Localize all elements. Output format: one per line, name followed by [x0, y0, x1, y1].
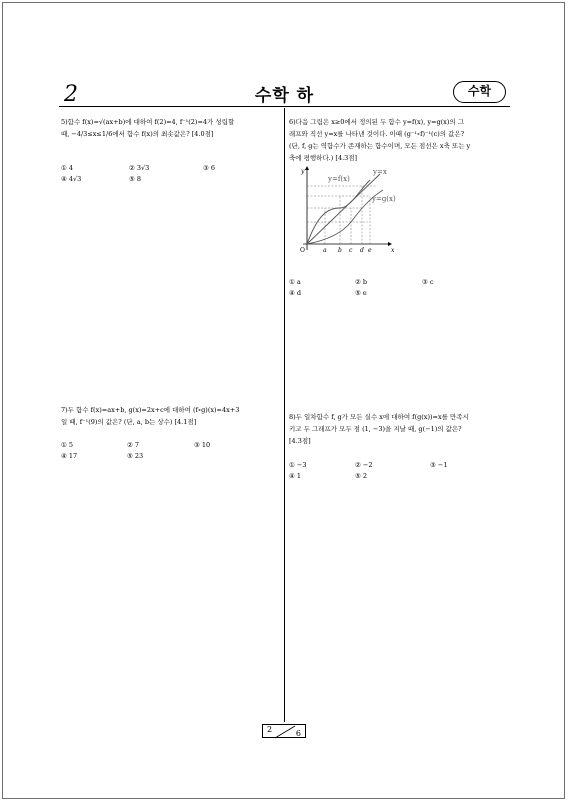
column-divider	[284, 108, 285, 722]
question-6-line-4: 축에 평행하다.) [4.3점]	[289, 154, 358, 162]
question-6-line-1: 6)다음 그림은 x≥0에서 정의된 두 함수 y=f(x), y=g(x)의 그	[289, 118, 464, 126]
choice-5[interactable]: ⑤ 8	[129, 175, 142, 183]
question-5-choices	[61, 163, 281, 187]
x-axis-arrow	[388, 242, 392, 246]
question-5-line-2: 때, −4/3≤x≤1/6에서 함수 f(x)의 최솟값은? [4.0점]	[61, 130, 214, 138]
question-7-line-2: 일 때, f⁻¹(9)의 값은? (단, a, b는 상수) [4.1점]	[61, 418, 197, 426]
question-7	[61, 404, 281, 428]
choice-4[interactable]: ④ 4√3	[61, 175, 82, 183]
choice-4[interactable]: ④ 17	[61, 452, 78, 460]
question-8-choices	[289, 460, 509, 484]
choice-2[interactable]: ② 7	[127, 441, 140, 449]
current-page: 2	[267, 725, 273, 734]
tick-d: d	[360, 247, 364, 254]
question-6	[289, 116, 511, 164]
choice-1[interactable]: ① −3	[289, 461, 307, 469]
choice-2[interactable]: ② −2	[355, 461, 373, 469]
choice-3[interactable]: ③ c	[422, 278, 434, 286]
guide-lines	[307, 186, 376, 244]
choice-5[interactable]: ⑤ 2	[355, 472, 368, 480]
question-6-line-3: (단, f, g는 역함수가 존재하는 함수이며, 모든 점선은 x축 또는 y	[289, 142, 471, 150]
page-indicator	[262, 724, 306, 738]
header-rule	[59, 106, 510, 107]
choice-1[interactable]: ① 5	[61, 441, 74, 449]
label-f: y=f(x)	[328, 175, 350, 183]
label-g: y=g(x)	[372, 195, 396, 203]
question-8-line-1: 8)두 일차함수 f, g가 모든 실수 x에 대하여 f(g(x))=x를 만족시	[289, 413, 469, 421]
choice-3[interactable]: ③ 6	[203, 164, 216, 172]
axis-y-label: y	[301, 168, 305, 175]
question-6-choices	[289, 277, 509, 301]
choice-4[interactable]: ④ 1	[289, 472, 302, 480]
tick-c: c	[349, 247, 353, 254]
tick-b: b	[338, 247, 342, 254]
subject-badge: 수학	[453, 81, 506, 103]
origin-label: O	[300, 247, 305, 254]
choice-4[interactable]: ④ d	[289, 289, 302, 297]
question-8	[289, 411, 511, 447]
function-graph	[288, 162, 398, 257]
question-7-line-1: 7)두 함수 f(x)=ax+b, g(x)=2x+c에 대하여 (f∘g)(x)=4x+3	[61, 406, 240, 414]
question-7-choices	[61, 440, 281, 464]
choice-1[interactable]: ① 4	[61, 164, 74, 172]
line-y-equals-x	[307, 174, 380, 244]
question-5	[61, 116, 281, 140]
page-number: 2	[64, 82, 78, 107]
choice-1[interactable]: ① a	[289, 278, 301, 286]
choice-2[interactable]: ② b	[355, 278, 368, 286]
question-8-line-3: [4.3점]	[289, 437, 311, 445]
choice-3[interactable]: ③ 10	[194, 441, 211, 449]
choice-5[interactable]: ⑤ 23	[127, 452, 144, 460]
tick-e: e	[368, 247, 372, 254]
axis-x-label: x	[391, 247, 395, 254]
choice-3[interactable]: ③ −1	[430, 461, 448, 469]
question-6-line-2: 래프와 직선 y=x를 나타낸 것이다. 이때 (g⁻¹∘f)⁻¹(c)의 값은?	[289, 130, 465, 138]
choice-5[interactable]: ⑤ e	[355, 289, 367, 297]
label-y-equals-x: y=x	[373, 168, 387, 176]
y-axis-arrow	[305, 166, 309, 170]
question-5-line-1: 5)함수 f(x)=√(ax+b)에 대하여 f(2)=4, f⁻¹(2)=4가 성립할	[61, 118, 235, 126]
subject-title: 수학 하	[254, 86, 315, 106]
question-8-line-2: 키고 두 그래프가 모두 점 (1, −3)을 지날 때, g(−1)의 값은?	[289, 425, 462, 433]
total-pages: 6	[295, 729, 301, 738]
tick-a: a	[323, 247, 327, 254]
choice-2[interactable]: ② 3√3	[129, 164, 150, 172]
